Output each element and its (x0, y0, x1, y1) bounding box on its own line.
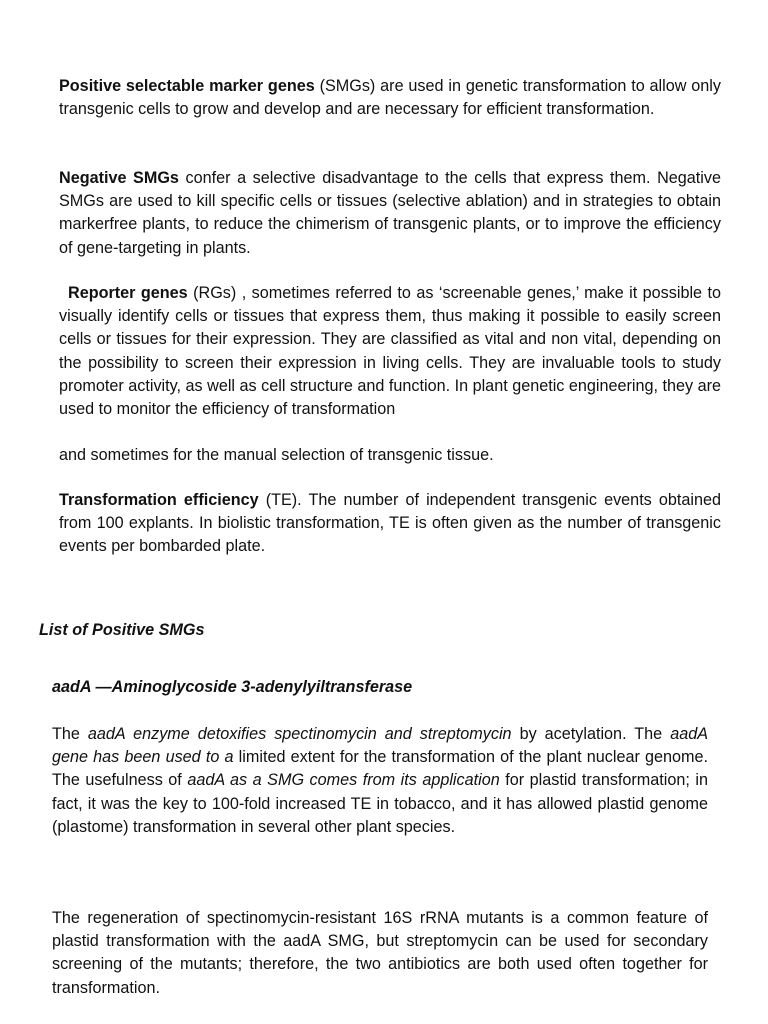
text-run: The (52, 725, 88, 743)
paragraph-positive-smg (59, 75, 721, 121)
section-heading: List of Positive SMGs (39, 621, 205, 639)
paragraph-text: (TE). The number of independent transgenic events obtained from 100 explants. In biolistic transformation, TE is often given as the number of transgenic events per bombarded plate. (59, 491, 721, 556)
text-run: limited extent for the transformation of the plant nuclear genome. The usefulness of (52, 748, 708, 790)
paragraph-text: confer a selective disadvantage to the cells that express them. Negative SMGs are used to kill specific cells or tissues (selective ablation) and in strategies to obtain markerfree plants, to reduce the chimerism of transgenic plants, or to improve the efficiency of gene-targeting in plants. (59, 169, 721, 257)
text-run-italic: aadA gene has been used to a (52, 725, 708, 767)
text-run: for plastid transformation; in fact, it was the key to 100-fold increased TE in tobacco, and it has allowed plastid genome (plastome) transformation in several other plant species. (52, 771, 709, 836)
paragraph-regeneration (52, 907, 708, 1000)
term-positive-smg: Positive selectable marker genes (59, 77, 315, 95)
text-run-italic: aadA enzyme detoxifies spectinomycin and streptomycin (87, 725, 512, 743)
subsection-heading: aadA —Aminoglycoside 3-adenylyiltransferase (52, 678, 413, 696)
term-transformation-efficiency: Transformation efficiency (59, 491, 259, 509)
paragraph-aada (52, 723, 708, 839)
paragraph-reporter-genes (59, 282, 721, 421)
paragraph-text: (RGs) , sometimes referred to as ‘screenable genes,’ make it possible to visually identify cells or tissues that express them, thus making it possible to easily screen cells or tissues for their expression. They are classified as vital and non vital, depending on the possibility to screen their expression in living cells. They are invaluable tools to study promoter activity, as well as cell structure and function. In plant genetic engineering, they are used to monitor the efficiency of transformation (59, 284, 721, 419)
term-reporter-genes: Reporter genes (68, 284, 188, 302)
term-negative-smg: Negative SMGs (59, 169, 179, 187)
paragraph-transformation-efficiency (59, 489, 721, 559)
paragraph-text: (SMGs) are used in genetic transformation to allow only transgenic cells to grow and develop and are necessary for efficient transformation. (59, 77, 721, 119)
paragraph-text: and sometimes for the manual selection of transgenic tissue. (59, 446, 494, 464)
text-run-italic: aadA as a SMG comes from its application (187, 771, 500, 790)
paragraph-text: The regeneration of spectinomycin-resistant 16S rRNA mutants is a common feature of plastid transformation with the aadA SMG, but streptomycin can be used for secondary screening of the mutants; therefore, the two antibiotics are both used often together for transformation. (52, 909, 708, 997)
paragraph-negative-smg (59, 167, 721, 260)
paragraph-reporter-genes-continued (59, 444, 721, 467)
text-run: by acetylation. The (511, 725, 671, 743)
